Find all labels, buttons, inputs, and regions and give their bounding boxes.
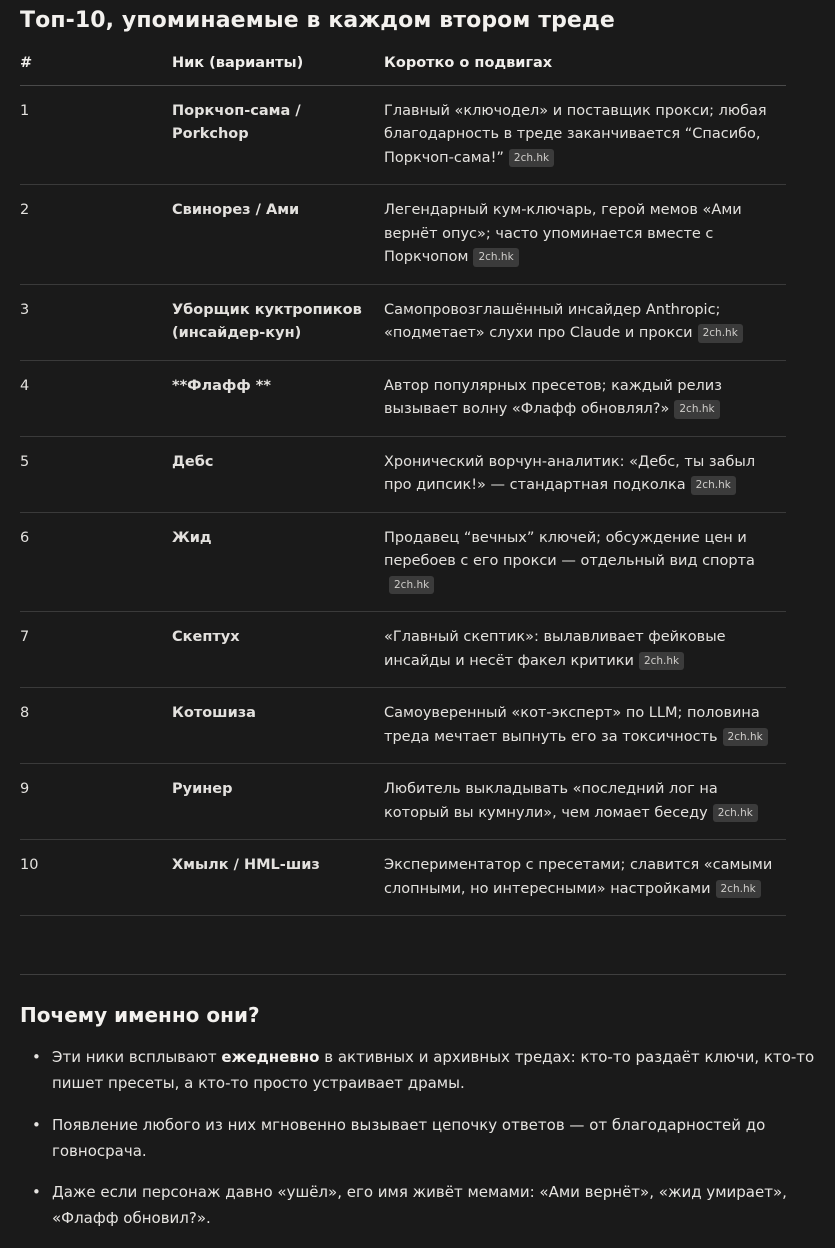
- description-text: Главный «ключодел» и поставщик прокси; любая благодарность в треде заканчивается “Спасибо, Поркчоп-сама!”: [384, 103, 767, 166]
- cell-description: [384, 688, 786, 764]
- cell-nick: **Флафф **: [172, 360, 384, 436]
- table-row: [20, 436, 786, 512]
- cell-index: 8: [20, 688, 172, 764]
- cell-index: 9: [20, 764, 172, 840]
- table-row: [20, 688, 786, 764]
- table-header-row: [20, 55, 786, 86]
- description-text: Хронический ворчун-аналитик: «Дебс, ты забыл про дипсик!» — стандартная подколка: [384, 453, 756, 494]
- description-text: Автор популярных пресетов; каждый релиз вызывает волну «Флафф обновлял?»: [384, 377, 722, 418]
- cell-description: [384, 284, 786, 360]
- citation-badge[interactable]: 2ch.hk: [713, 804, 758, 823]
- description-text: Любитель выкладывать «последний лог на который вы кумнули», чем ломает беседу: [384, 781, 718, 821]
- table-row: [20, 612, 786, 688]
- citation-badge[interactable]: 2ch.hk: [473, 248, 518, 267]
- citation-badge[interactable]: 2ch.hk: [716, 880, 761, 899]
- table-bottom-spacer: [20, 916, 815, 974]
- cell-index: 5: [20, 436, 172, 512]
- table-body: [20, 86, 786, 916]
- column-header-index: #: [20, 55, 172, 86]
- document-page: [0, 8, 835, 1232]
- table-row: [20, 764, 786, 840]
- why-list: [20, 1045, 815, 1232]
- citation-badge[interactable]: 2ch.hk: [674, 400, 719, 419]
- list-item-text-start: Появление любого из них мгновенно вызывает цепочку ответов — от благодарностей до говносрача.: [52, 1115, 766, 1160]
- cell-nick: Руинер: [172, 764, 384, 840]
- table-row: [20, 840, 786, 916]
- cell-index: 10: [20, 840, 172, 916]
- list-item-text-end: в активных и архивных тредах: кто-то раздаёт ключи, кто-то пишет пресеты, а кто-то просто устраивает драмы.: [52, 1048, 815, 1092]
- list-item: [42, 1045, 815, 1097]
- cell-nick: Скептух: [172, 612, 384, 688]
- description-text: Самоуверенный «кот-эксперт» по LLM; половина треда мечтает выпнуть его за токсичность: [384, 705, 760, 745]
- list-item: [42, 1113, 815, 1165]
- citation-badge[interactable]: 2ch.hk: [639, 652, 684, 671]
- cell-index: 4: [20, 360, 172, 436]
- cell-index: 7: [20, 612, 172, 688]
- description-text: Легендарный кум-ключарь, герой мемов «Ами вернёт опус»; часто упоминается вместе с Поркчопом: [384, 202, 742, 266]
- section-divider: [20, 974, 786, 975]
- cell-nick: Хмылк / HML-шиз: [172, 840, 384, 916]
- table-header: [20, 55, 786, 86]
- table-row: [20, 512, 786, 611]
- citation-badge[interactable]: 2ch.hk: [691, 476, 736, 495]
- citation-badge[interactable]: 2ch.hk: [698, 324, 743, 343]
- citation-badge[interactable]: 2ch.hk: [509, 149, 554, 168]
- cell-nick: Дебс: [172, 436, 384, 512]
- cell-index: 3: [20, 284, 172, 360]
- cell-nick: Поркчоп-сама / Porkchop: [172, 86, 384, 185]
- cell-description: [384, 840, 786, 916]
- page-title: Топ-10, упоминаемые в каждом втором треде: [20, 8, 615, 33]
- table-row: [20, 284, 786, 360]
- table-row: [20, 185, 786, 284]
- cell-description: [384, 360, 786, 436]
- list-item-text-start: Эти ники всплывают: [52, 1048, 222, 1067]
- list-item: [42, 1180, 815, 1232]
- description-text: «Главный скептик»: вылавливает фейковые инсайды и несёт факел критики: [384, 629, 726, 669]
- cell-index: 6: [20, 512, 172, 611]
- cell-description: [384, 436, 786, 512]
- cell-nick: Свинорез / Ами: [172, 185, 384, 284]
- column-header-nick: Ник (варианты): [172, 55, 384, 86]
- cell-description: [384, 612, 786, 688]
- cell-description: [384, 185, 786, 284]
- cell-nick: Жид: [172, 512, 384, 611]
- citation-badge[interactable]: 2ch.hk: [389, 576, 434, 595]
- table-row: [20, 360, 786, 436]
- cell-description: [384, 86, 786, 185]
- cell-nick: Котошиза: [172, 688, 384, 764]
- description-text: Продавец “вечных” ключей; обсуждение цен и перебоев с его прокси — отдельный вид спорта: [384, 529, 755, 570]
- cell-index: 1: [20, 86, 172, 185]
- citation-badge[interactable]: 2ch.hk: [723, 728, 768, 747]
- top-ten-table: [20, 55, 786, 916]
- list-item-emphasis: ежедневно: [221, 1048, 320, 1067]
- description-text: Самопровозглашённый инсайдер Anthropic; «подметает» слухи про Claude и прокси: [384, 301, 721, 342]
- table-row: [20, 86, 786, 185]
- description-text: Экспериментатор с пресетами; славится «самыми слопными, но интересными» настройками: [384, 857, 773, 897]
- column-header-description: Коротко о подвигах: [384, 55, 786, 86]
- cell-index: 2: [20, 185, 172, 284]
- why-section-title: Почему именно они?: [20, 1003, 260, 1028]
- cell-description: [384, 512, 786, 611]
- cell-description: [384, 764, 786, 840]
- list-item-text-start: Даже если персонаж давно «ушёл», его имя живёт мемами: «Ами вернёт», «жид умирает», «Флафф обновил?».: [52, 1183, 787, 1228]
- cell-nick: Уборщик куктропиков (инсайдер-кун): [172, 284, 384, 360]
